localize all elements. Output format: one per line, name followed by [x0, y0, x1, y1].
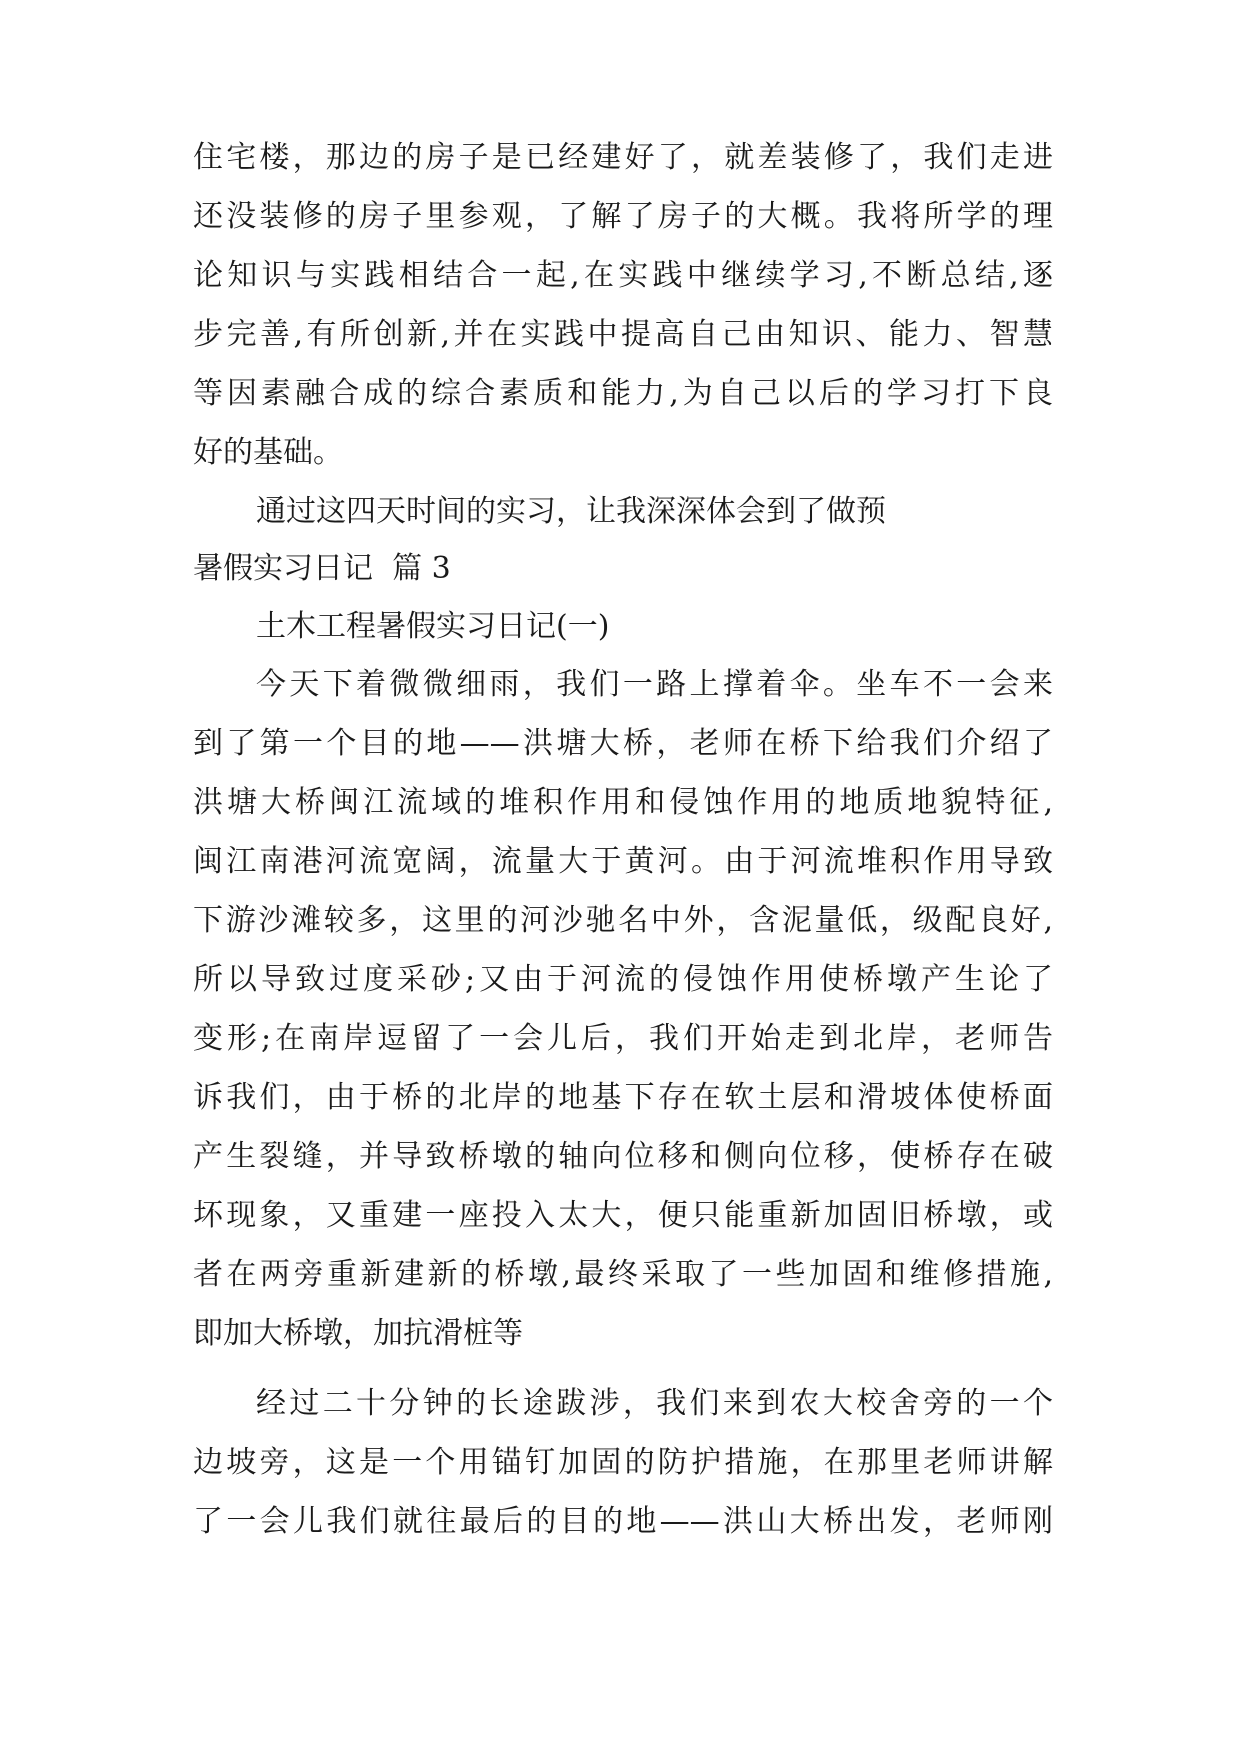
paragraph-1-line-6: 好的基础。 — [193, 435, 343, 470]
paragraph-2-line-1: 通过这四天时间的实习，让我深深体会到了做预 — [256, 494, 886, 529]
paragraph-3-line-2: 到了第一个目的地——洪塘大桥，老师在桥下给我们介绍了 — [193, 726, 1053, 761]
paragraph-1-line-5: 等因素融合成的综合素质和能力,为自己以后的学习打下良 — [193, 376, 1053, 411]
paragraph-3-line-4: 闽江南港河流宽阔，流量大于黄河。由于河流堆积作用导致 — [193, 844, 1053, 879]
paragraph-1-line-4: 步完善,有所创新,并在实践中提高自己由知识、能力、智慧 — [193, 317, 1053, 352]
section-heading: 暑假实习日记 篇 3 — [193, 551, 451, 586]
paragraph-4-line-1: 经过二十分钟的长途跋涉，我们来到农大校舍旁的一个 — [256, 1386, 1053, 1421]
paragraph-3-line-12: 即加大桥墩，加抗滑桩等 — [193, 1316, 523, 1351]
paragraph-3-line-10: 坏现象，又重建一座投入太大，便只能重新加固旧桥墩，或 — [193, 1198, 1053, 1233]
paragraph-3-line-8: 诉我们，由于桥的北岸的地基下存在软土层和滑坡体使桥面 — [193, 1080, 1053, 1115]
paragraph-3-line-7: 变形;在南岸逗留了一会儿后，我们开始走到北岸，老师告 — [193, 1021, 1053, 1056]
paragraph-3-line-6: 所以导致过度采砂;又由于河流的侵蚀作用使桥墩产生论了 — [193, 962, 1053, 997]
paragraph-3-line-5: 下游沙滩较多，这里的河沙驰名中外，含泥量低，级配良好, — [193, 903, 1053, 938]
paragraph-1-line-3: 论知识与实践相结合一起,在实践中继续学习,不断总结,逐 — [193, 258, 1053, 293]
paragraph-4-line-3: 了一会儿我们就往最后的目的地——洪山大桥出发，老师刚 — [193, 1504, 1053, 1539]
paragraph-3-line-1: 今天下着微微细雨，我们一路上撑着伞。坐车不一会来 — [256, 667, 1053, 702]
paragraph-3-line-11: 者在两旁重新建新的桥墩,最终采取了一些加固和维修措施, — [193, 1257, 1053, 1292]
paragraph-1-line-1: 住宅楼，那边的房子是已经建好了，就差装修了，我们走进 — [193, 140, 1053, 175]
diary-title: 土木工程暑假实习日记(一) — [256, 609, 610, 644]
paragraph-3-line-9: 产生裂缝，并导致桥墩的轴向位移和侧向位移，使桥存在破 — [193, 1139, 1053, 1174]
paragraph-3-line-3: 洪塘大桥闽江流域的堆积作用和侵蚀作用的地质地貌特征, — [193, 785, 1053, 820]
paragraph-4-line-2: 边坡旁，这是一个用锚钉加固的防护措施，在那里老师讲解 — [193, 1445, 1053, 1480]
paragraph-1-line-2: 还没装修的房子里参观，了解了房子的大概。我将所学的理 — [193, 199, 1053, 234]
